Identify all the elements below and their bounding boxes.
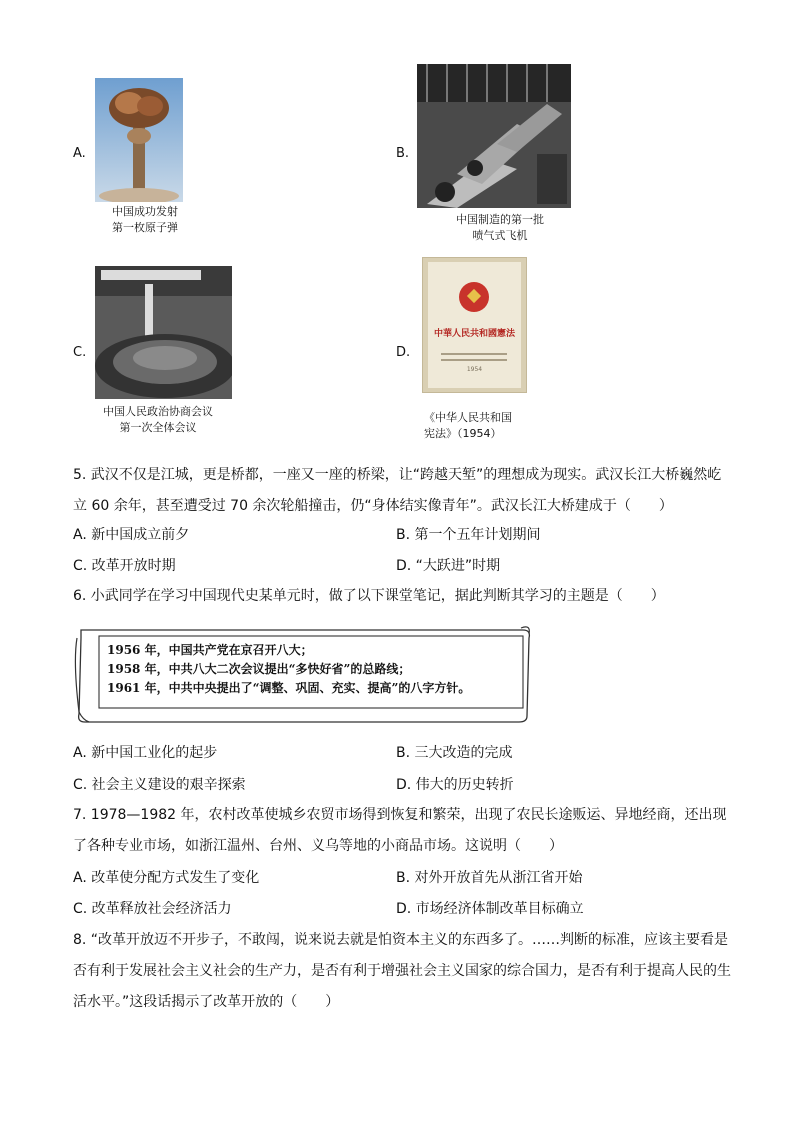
option-b-caption: 中国制造的第一批 喷气式飞机 (456, 213, 544, 242)
q6-option-b[interactable]: B. 三大改造的完成 (396, 745, 513, 761)
q6-option-d[interactable]: D. 伟大的历史转折 (396, 777, 514, 793)
option-d-letter: D. (396, 345, 411, 360)
q7-option-d[interactable]: D. 市场经济体制改革目标确立 (396, 901, 584, 917)
q5-option-b[interactable]: B. 第一个五年计划期间 (396, 527, 541, 543)
note-line-1: 1956 年，中国共产党在京召开八大； (107, 643, 313, 657)
option-a-caption: 中国成功发射 第一枚原子弹 (112, 205, 178, 234)
q7-option-c[interactable]: C. 改革释放社会经济活力 (73, 901, 232, 917)
class-notes-scroll (73, 622, 533, 728)
note-line-2: 1958 年，中共八大二次会议提出“多快好省”的总路线； (107, 662, 411, 676)
q5-option-d[interactable]: D. “大跃进”时期 (396, 558, 501, 574)
option-c-letter: C. (73, 345, 87, 360)
option-c-caption: 中国人民政治协商会议 第一次全体会议 (103, 405, 213, 434)
national-emblem-icon (459, 282, 489, 312)
book-year: 1954 (466, 366, 483, 373)
option-b-letter: B. (396, 146, 410, 161)
question-5-stem: 5. 武汉不仅是江城，更是桥都，一座又一座的桥梁，让“跨越天堑”的理想成为现实。武汉长江大桥巍然屹立 60 余年，甚至遭受过 70 余次轮船撞击，仍“身体结实像青年”。武汉长江大桥建成于（ ） (73, 467, 722, 514)
q5-option-a[interactable]: A. 新中国成立前夕 (73, 527, 190, 543)
question-6-stem: 6. 小武同学在学习中国现代史某单元时，做了以下课堂笔记，据此判断其学习的主题是（ ） (73, 588, 665, 604)
question-8-stem: 8. “改革开放迈不开步子，不敢闯，说来说去就是怕资本主义的东西多了。……判断的标准，应该主要看是否有利于发展社会主义社会的生产力，是否有利于增强社会主义国家的综合国力，是否有利于提高人民的生活水平。”这段话揭示了改革开放的（ ） (73, 932, 731, 1010)
q6-option-c[interactable]: C. 社会主义建设的艰辛探索 (73, 777, 246, 793)
atomic-bomb-photo (95, 78, 183, 202)
option-d-caption: 《中华人民共和国 宪法》（1954） (424, 411, 512, 440)
cppcc-meeting-photo (95, 266, 232, 399)
q7-option-b[interactable]: B. 对外开放首先从浙江省开始 (396, 870, 583, 886)
constitution-book-photo (422, 257, 527, 393)
q7-option-a[interactable]: A. 改革使分配方式发生了变化 (73, 870, 260, 886)
question-7-stem: 7. 1978—1982 年，农村改革使城乡农贸市场得到恢复和繁荣，出现了农民长途贩运、异地经商，还出现了各种专业市场，如浙江温州、台州、义乌等地的小商品市场。这说明（ ） (73, 807, 727, 854)
q6-option-a[interactable]: A. 新中国工业化的起步 (73, 745, 218, 761)
book-title: 中華人民共和國憲法 (433, 329, 515, 339)
q5-option-c[interactable]: C. 改革开放时期 (73, 558, 176, 574)
jet-factory-photo (417, 64, 571, 208)
option-a-letter: A. (73, 146, 86, 161)
note-line-3: 1961 年，中共中央提出了“调整、巩固、充实、提高”的八字方针。 (107, 681, 471, 695)
